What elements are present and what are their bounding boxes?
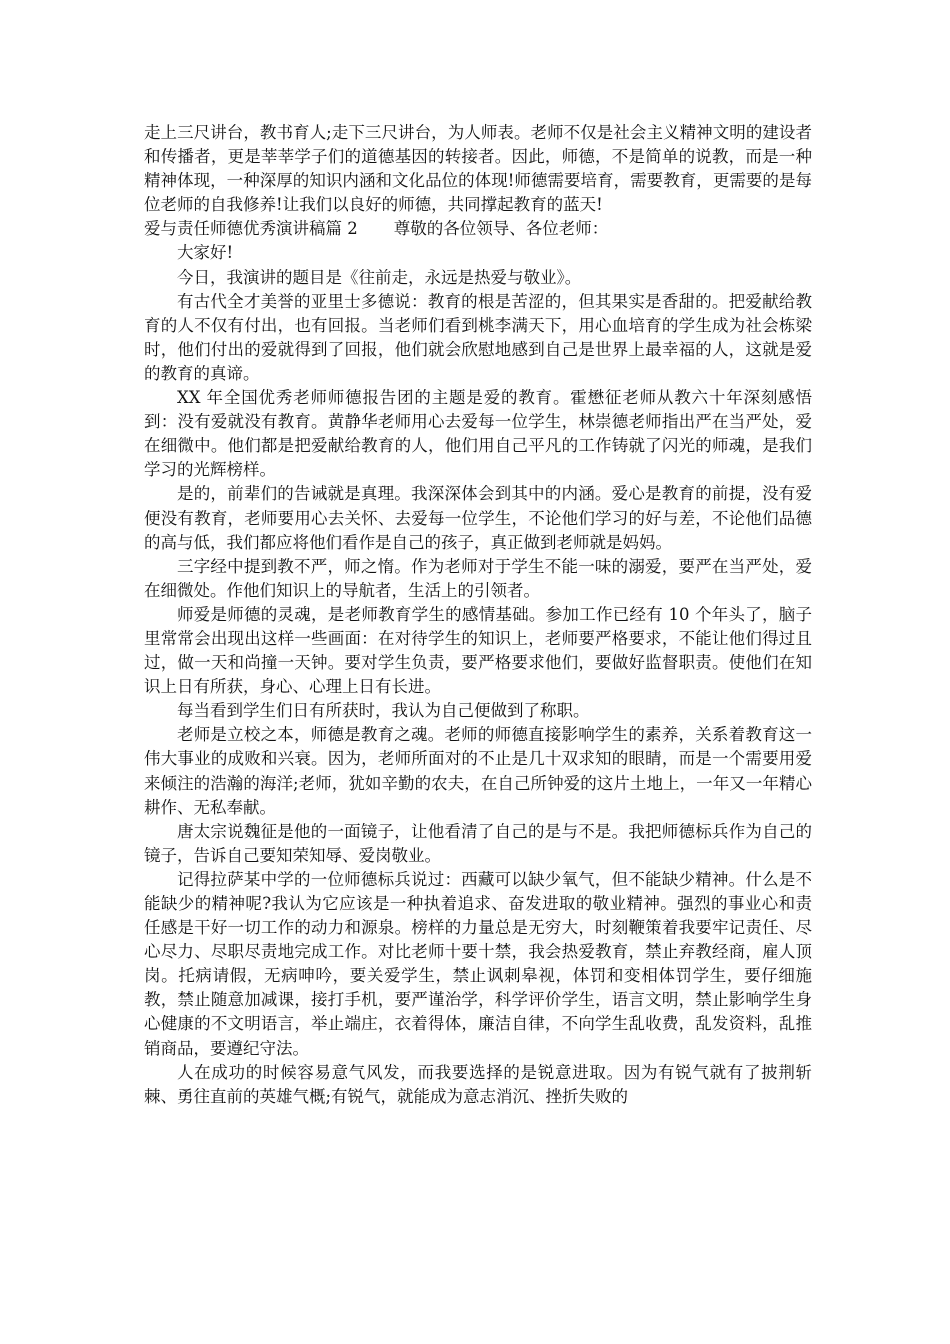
body-paragraph: 是的，前辈们的告诫就是真理。我深深体会到其中的内涵。爱心是教育的前提，没有爱便没有教育，老师要用心去关怀、去爱每一位学生，不论他们学习的好与差，不论他们品德的高与低，我们都应将他们看作是自己的孩子，真正做到老师就是妈妈。 (144, 484, 812, 552)
speech-title: 爱与责任师德优秀演讲稿篇 2 (144, 219, 358, 239)
body-paragraph: 有古代全才美誉的亚里士多德说：教育的根是苦涩的，但其果实是香甜的。把爱献给教育的人不仅有付出，也有回报。当老师们看到桃李满天下，用心血培育的学生成为社会栋梁时，他们付出的爱就得到了回报，他们就会欣慰地感到自己是世界上最幸福的人，这就是爱的教育的真谛。 (144, 291, 812, 383)
body-paragraph: 每当看到学生们日有所获时，我认为自己便做到了称职。 (177, 701, 590, 721)
body-paragraph: 今日，我演讲的题目是《往前走，永远是热爱与敬业》。 (177, 267, 582, 287)
opening-paragraph: 走上三尺讲台，教书育人;走下三尺讲台，为人师表。老师不仅是社会主义精神文明的建设者和传播者，更是莘莘学子们的道德基因的转接者。因此，师德，不是简单的说教，而是一种精神体现，一种深厚的知识内涵和文化品位的体现!师德需要培育，需要教育，更需要的是每位老师的自我修养!让我们以良好的师德，共同撑起教育的蓝天! (144, 123, 812, 215)
body-paragraph: XX 年全国优秀老师师德报告团的主题是爱的教育。霍懋征老师从教六十年深刻感悟到：没有爱就没有教育。黄静华老师用心去爱每一位学生，林崇德老师指出严在当严处，爱在细微中。他们都是把爱献给教育的人，他们用自己平凡的工作铸就了闪光的师魂，是我们学习的光辉榜样。 (144, 388, 812, 480)
body-paragraph: 人在成功的时候容易意气风发，而我要选择的是锐意进取。因为有锐气就有了披荆斩棘、勇往直前的英雄气概;有锐气，就能成为意志消沉、挫折失败的 (144, 1062, 812, 1106)
body-paragraph: 记得拉萨某中学的一位师德标兵说过：西藏可以缺少氧气，但不能缺少精神。什么是不能缺少的精神呢?我认为它应该是一种执着追求、奋发进取的敬业精神。强烈的事业心和责任感是干好一切工作的动力和源泉。榜样的力量总是无穷大，时刻鞭策着我要牢记责任、尽心尽力、尽职尽责地完成工作。对比老师十要十禁，我会热爱教育，禁止弃教经商，雇人顶岗。托病请假，无病呻吟，要关爱学生，禁止讽刺皋视，体罚和变相体罚学生，要仔细施教，禁止随意加减课，接打手机，要严谨治学，科学评价学生，语言文明，禁止影响学生身心健康的不文明语言，举止端庄，衣着得体，廉洁自律，不向学生乱收费，乱发资料，乱推销商品，要遵纪守法。 (144, 869, 812, 1058)
body-paragraph: 师爱是师德的灵魂，是老师教育学生的感情基础。参加工作已经有 10 个年头了，脑子里常常会出现出这样一些画面：在对待学生的知识上，老师要严格要求，不能让他们得过且过，做一天和尚撞一天钟。要对学生负责，要严格要求他们，要做好监督职责。使他们在知识上日有所获，身心、心理上日有长进。 (144, 604, 812, 697)
body-paragraph: 大家好! (177, 243, 234, 263)
body-paragraph: 唐太宗说魏征是他的一面镜子，让他看清了自己的是与不是。我把师德标兵作为自己的镜子，告诉自己要知荣知辱、爱岗敬业。 (144, 821, 812, 865)
speech-greeting: 尊敬的各位领导、各位老师： (393, 219, 609, 239)
body-paragraph: 老师是立校之本，师德是教育之魂。老师的师德直接影响学生的素养，关系着教育这一伟大事业的成败和兴衰。因为，老师所面对的不止是几十双求知的眼睛，而是一个需要用爱来倾注的浩瀚的海洋;老师，犹如辛勤的农夫，在自己所钟爱的这片土地上，一年又一年精心耕作、无私奉献。 (144, 725, 812, 817)
document-body (144, 121, 812, 1109)
body-paragraph: 三字经中提到教不严，师之惰。作为老师对于学生不能一味的溺爱，要严在当严处，爱在细微处。作他们知识上的导航者，生活上的引领者。 (144, 556, 812, 600)
speech-title-line (144, 217, 812, 241)
